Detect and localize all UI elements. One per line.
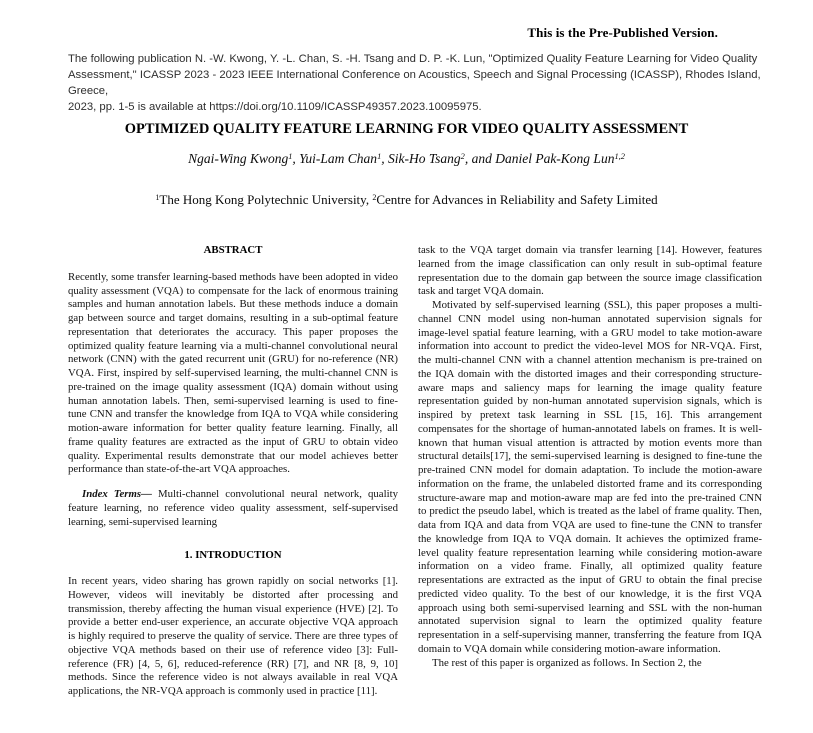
author-separator: ,	[292, 151, 300, 166]
affiliation-text: Centre for Advances in Reliability and Safety Limited	[376, 192, 658, 207]
index-terms-label: Index Terms—	[82, 488, 152, 500]
affiliations-line	[0, 192, 813, 208]
prepublished-notice: This is the Pre-Published Version.	[527, 25, 718, 40]
two-column-body	[68, 244, 762, 699]
author-affil-mark: 2	[460, 152, 465, 162]
publication-note-line: The following publication N. -W. Kwong, Y. -L. Chan, S. -H. Tsang and D. P. -K. Lun, "Optimized Quality Feature Learning for Video Quality	[68, 53, 758, 65]
abstract-paragraph: Recently, some transfer learning-based methods have been adopted in video quality assessment (VQA) to compensate for the lack of enormous training samples and human annotation labels. But these methods induce a domain gap between source and target domains, resulting in a sub-optimal feature representation that deteriorates the accuracy. This paper proposes the optimized quality feature learning via a multi-channel convolutional neural network (CNN) with the gated recurrent unit (GRU) for no-reference (NR) VQA. First, inspired by self-supervised learning, the multi-channel CNN is pre-trained on the image quality assessment (IQA) domain without using human annotation labels. Then, semi-supervised learning is used to fine-tune CNN and transfer the knowledge from IQA to VQA while considering motion-aware information for better quality feature learning. Finally, all frame quality features are extracted as the input of GRU to obtain video quality. Experimental results demonstrate that our model achieves better performance than state-of-the-art VQA approaches.	[68, 270, 398, 476]
author-name: Daniel Pak-Kong Lun	[495, 151, 615, 166]
author-name: Yui-Lam Chan	[299, 151, 378, 166]
abstract-heading: ABSTRACT	[203, 244, 263, 256]
affiliation-text: The Hong Kong Polytechnic University,	[159, 192, 373, 207]
author-affil-mark: 1	[288, 152, 293, 162]
index-terms-paragraph	[68, 488, 398, 529]
author-affil-mark: 1,2	[614, 152, 625, 162]
affiliation-mark: 2	[372, 193, 377, 203]
publication-note	[68, 51, 774, 115]
introduction-paragraph: In recent years, video sharing has grown rapidly on social networks [1]. However, videos will inevitably be distorted after processing and transmission, thereby affecting the human visual experience (HVE) [2]. To provide a better end-user experience, an accurate objective VQA approach is highly required to preserve the quality of service. There are three types of objective VQA methods based on their use of reference video [3]: Full-reference (FR) [4, 5, 6], reduced-reference (RR) [7], and NR [8, 9, 10] methods. Since the reference video is not always available in real VQA applications, the NR-VQA approach is commonly used in practice [11].	[68, 575, 398, 697]
left-column	[68, 244, 398, 699]
right-column	[418, 244, 762, 699]
introduction-heading: 1. INTRODUCTION	[184, 549, 282, 562]
author-affil-mark: 1	[377, 152, 382, 162]
author-separator: , and	[464, 151, 496, 166]
author-separator: ,	[381, 151, 388, 166]
author-name: Ngai-Wing Kwong	[188, 151, 289, 166]
right-column-paragraph-3: The rest of this paper is organized as follows. In Section 2, the	[432, 656, 702, 669]
author-name: Sik-Ho Tsang	[388, 151, 461, 166]
publication-note-line: 2023, pp. 1-5 is available at https://doi.org/10.1109/ICASSP49357.2023.10095975.	[68, 101, 482, 113]
authors-line	[0, 151, 813, 167]
right-column-paragraph-1: task to the VQA target domain via transfer learning [14]. However, features learned from the image classification can only result in sub-optimal feature representation due to the domain gap between the source image classification task and target VQA domain.	[418, 244, 762, 298]
right-column-paragraph-2: Motivated by self-supervised learning (SSL), this paper proposes a multi-channel CNN model using non-human annotated supervision signals for image-level spatial feature learning, with a GRU model to take motion-aware information into account to predict the video-level MOS for NR-VQA. First, the multi-channel CNN with a channel attention mechanism is pre-trained on the IQA domain with the distorted images and their corresponding structure-aware maps and saliency maps for learning the image quality feature representation guided by non-human annotated supervision signals, which is inspired by pretext task learning in SSL [15, 16]. This arrangement compensates for the shortage of human-annotated labels on frames. It is well-known that human visual attention is attracted by motion events more than structural details[17], the semi-supervised learning is designed to fine-tune the pre-trained CNN model for domain adaptation. To include the motion-aware information on the frame, the unlabeled distorted frame and its corresponding structure-aware map and motion-aware map are fed into the pre-trained CNN to predict the pseudo label, which is treated as the label of frame quality. Then, data from IQA and data from VQA are used to fine-tune the CNN to transfer the knowledge from IQA to VQA domain. It achieves the optimized frame-level quality feature representation learning while considering motion-aware information on a video frame. Finally, all optimized quality feature representations are extracted as the input of GRU to obtain the final precise predicted video quality. To the best of our knowledge, it is the first VQA approach using both semi-supervised learning and SSL with the non-human annotated supervision signal to learn the optimized quality feature representation in a self-supervising manner, transferring the feature from IQA domain to VQA domain while considering motion-aware information.	[418, 299, 762, 655]
publication-note-line: Assessment," ICASSP 2023 - 2023 IEEE International Conference on Acoustics, Speech and Signal Processing (ICASSP), Rhodes Island, Greece,	[68, 69, 761, 97]
index-terms-text: Multi-channel convolutional neural network, quality feature learning, no reference video quality assessment, self-supervised learning, semi-supervised learning	[68, 488, 398, 528]
paper-title: OPTIMIZED QUALITY FEATURE LEARNING FOR VIDEO QUALITY ASSESSMENT	[124, 121, 689, 137]
affiliation-mark: 1	[155, 193, 160, 203]
